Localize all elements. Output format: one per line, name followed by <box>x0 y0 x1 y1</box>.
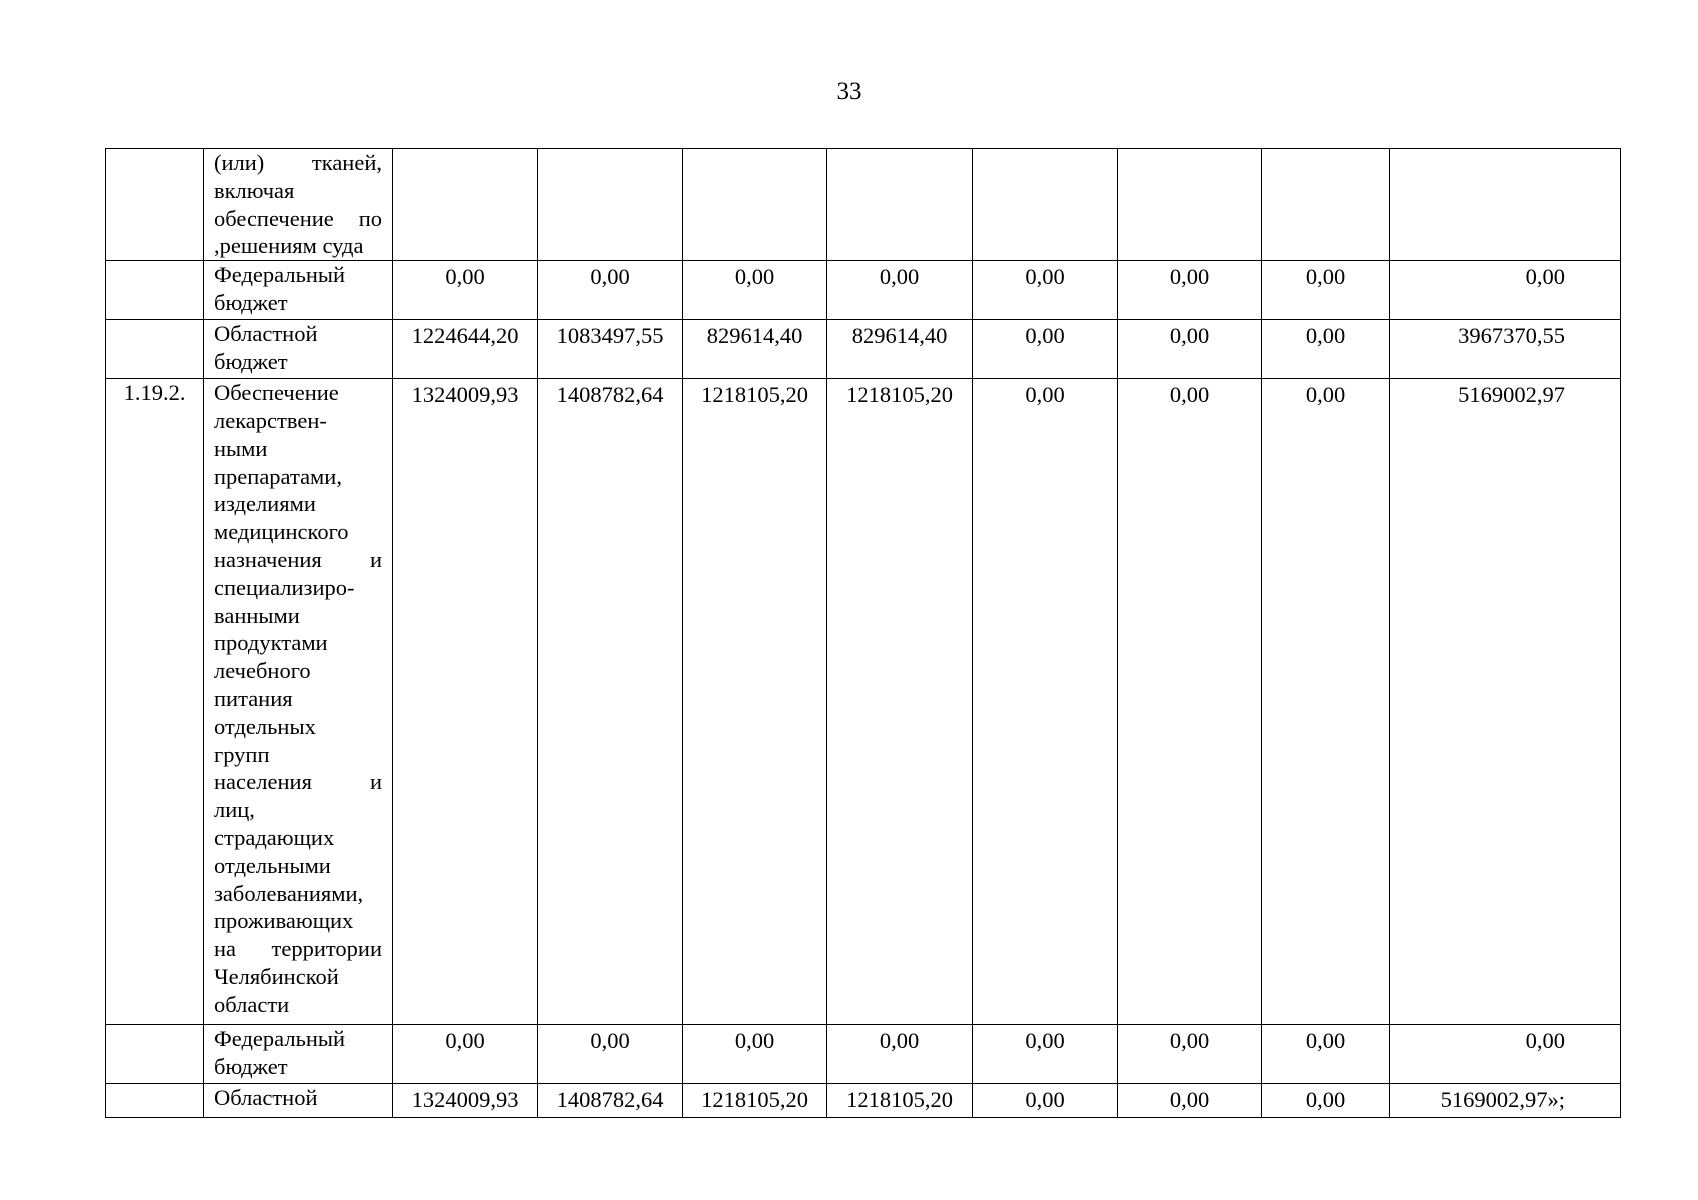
value-cell <box>827 149 973 261</box>
description-line: страдающих <box>214 824 335 850</box>
value-cell: 0,00 <box>973 1025 1118 1084</box>
value-cell: 0,00 <box>1262 1025 1390 1084</box>
description-line: назначения и <box>214 546 382 572</box>
value-cell: 0,00 <box>538 261 683 320</box>
total-cell: 5169002,97»; <box>1390 1084 1621 1118</box>
total-cell <box>1390 149 1621 261</box>
description-line: обеспечение по <box>214 205 382 231</box>
value-cell: 829614,40 <box>683 320 827 379</box>
value-cell: 1218105,20 <box>827 1084 973 1118</box>
row-description-cell <box>204 149 393 261</box>
value-cell: 1408782,64 <box>538 1084 683 1118</box>
description-line: проживающих <box>214 908 354 934</box>
description-line: Областной <box>214 1085 318 1111</box>
total-cell: 0,00 <box>1390 261 1621 320</box>
value-cell: 1324009,93 <box>393 379 538 1025</box>
row-index-cell <box>106 1025 204 1084</box>
value-cell <box>1118 149 1262 261</box>
value-cell: 0,00 <box>683 261 827 320</box>
value-cell: 1218105,20 <box>683 1084 827 1118</box>
description-line: отдельными <box>214 852 331 878</box>
description-line: Областной <box>214 321 318 347</box>
value-cell: 0,00 <box>1118 1084 1262 1118</box>
value-cell: 0,00 <box>1118 320 1262 379</box>
value-cell: 1218105,20 <box>827 379 973 1025</box>
value-cell: 1083497,55 <box>538 320 683 379</box>
description-line: Челябинской <box>214 963 339 989</box>
description-line: (или) тканей, <box>214 150 382 175</box>
description-line: продуктами <box>214 630 328 656</box>
description-line: бюджет <box>214 1053 288 1079</box>
total-cell: 3967370,55 <box>1390 320 1621 379</box>
table-row <box>106 320 1621 379</box>
page-number: 33 <box>836 78 862 105</box>
value-cell <box>973 149 1118 261</box>
row-description-cell <box>204 379 393 1025</box>
value-cell: 0,00 <box>973 320 1118 379</box>
value-cell: 1218105,20 <box>683 379 827 1025</box>
table-row <box>106 1084 1621 1118</box>
description-line: населения и <box>214 769 382 795</box>
description-line: отдельных <box>214 713 316 739</box>
description-line: лечебного <box>214 658 311 684</box>
description-line: препаратами, <box>214 463 342 489</box>
value-cell: 0,00 <box>973 379 1118 1025</box>
value-cell: 829614,40 <box>827 320 973 379</box>
value-cell <box>683 149 827 261</box>
table-row <box>106 379 1621 1025</box>
description-line: заболеваниями, <box>214 880 364 906</box>
value-cell <box>1262 149 1390 261</box>
value-cell: 1324009,93 <box>393 1084 538 1118</box>
value-cell: 0,00 <box>1118 379 1262 1025</box>
value-cell: 0,00 <box>1262 261 1390 320</box>
value-cell: 1408782,64 <box>538 379 683 1025</box>
table-row <box>106 1025 1621 1084</box>
table-row <box>106 261 1621 320</box>
row-description-cell <box>204 1084 393 1118</box>
description-line: групп <box>214 741 270 767</box>
value-cell: 0,00 <box>393 261 538 320</box>
row-description-cell <box>204 1025 393 1084</box>
row-description-cell <box>204 261 393 320</box>
description-line: питания <box>214 685 293 711</box>
value-cell: 0,00 <box>827 1025 973 1084</box>
row-index-cell: 1.19.2. <box>106 379 204 1025</box>
total-cell: 0,00 <box>1390 1025 1621 1084</box>
total-cell: 5169002,97 <box>1390 379 1621 1025</box>
value-cell <box>393 149 538 261</box>
description-line: Обеспечение <box>214 380 339 406</box>
description-line: Федеральный <box>214 1026 346 1052</box>
value-cell: 0,00 <box>538 1025 683 1084</box>
budget-table <box>105 148 1621 1118</box>
value-cell: 1224644,20 <box>393 320 538 379</box>
row-index-cell <box>106 261 204 320</box>
description-line: на территории <box>214 936 382 962</box>
value-cell: 0,00 <box>1262 379 1390 1025</box>
description-line: специализиро- <box>214 574 355 600</box>
description-line: лекарствен- <box>214 407 327 433</box>
description-line: Федеральный <box>214 262 346 288</box>
description-line: медицинского <box>214 519 349 545</box>
value-cell: 0,00 <box>1118 261 1262 320</box>
value-cell: 0,00 <box>973 261 1118 320</box>
description-line: изделиями <box>214 491 316 517</box>
value-cell: 0,00 <box>393 1025 538 1084</box>
value-cell: 0,00 <box>1262 1084 1390 1118</box>
value-cell: 0,00 <box>1118 1025 1262 1084</box>
value-cell: 0,00 <box>1262 320 1390 379</box>
value-cell: 0,00 <box>683 1025 827 1084</box>
description-line: ,решениям суда <box>214 233 364 259</box>
row-index-cell <box>106 1084 204 1118</box>
description-line: ванными <box>214 602 300 628</box>
value-cell <box>538 149 683 261</box>
description-line: бюджет <box>214 289 288 315</box>
value-cell: 0,00 <box>973 1084 1118 1118</box>
description-line: бюджет <box>214 348 288 374</box>
row-index-cell <box>106 149 204 261</box>
row-index-cell <box>106 320 204 379</box>
description-line: лиц, <box>214 797 255 823</box>
value-cell: 0,00 <box>827 261 973 320</box>
table-row <box>106 149 1621 261</box>
row-description-cell <box>204 320 393 379</box>
description-line: включая <box>214 177 295 203</box>
description-line: ными <box>214 435 268 461</box>
description-line: области <box>214 991 290 1017</box>
